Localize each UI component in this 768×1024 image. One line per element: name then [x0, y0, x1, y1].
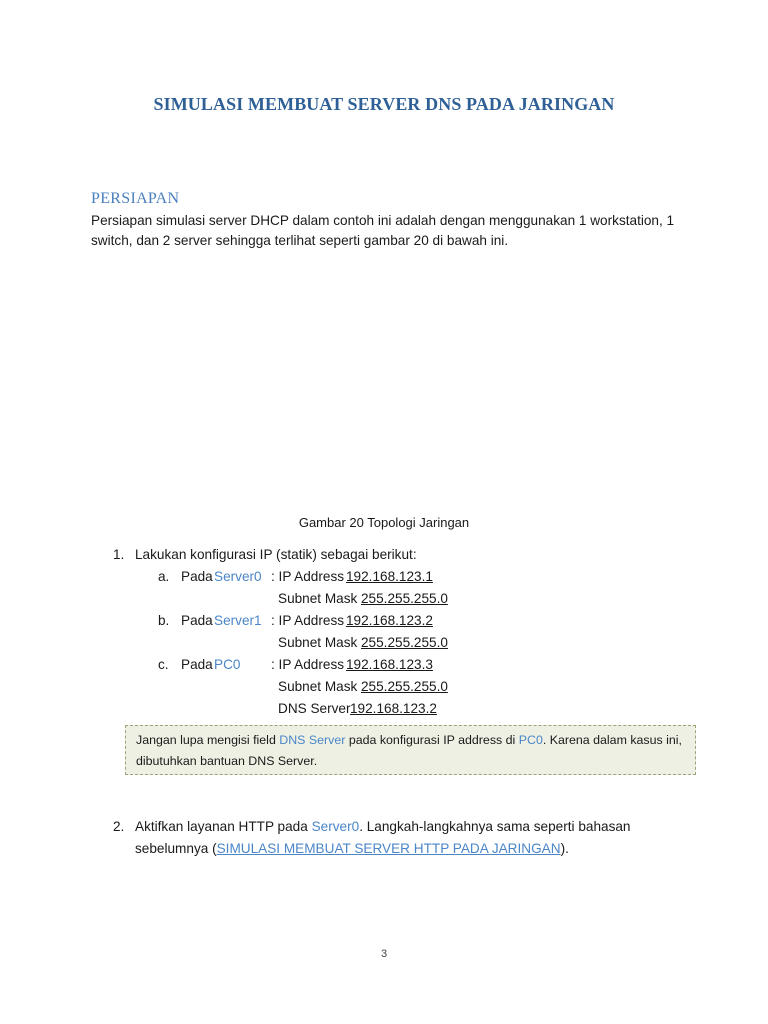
- row-value: 192.168.123.2: [346, 613, 433, 628]
- row-label: Subnet Mask: [278, 591, 358, 606]
- row-label: : IP Address: [271, 613, 345, 628]
- intro-paragraph: [91, 211, 691, 251]
- step-2-line-2: [135, 839, 569, 859]
- device-name: Server0: [311, 819, 360, 834]
- item-letter: a.: [158, 569, 170, 584]
- step-text: Lakukan konfigurasi IP (statik) sebagai berikut:: [135, 547, 417, 562]
- note-line-1: [136, 730, 685, 751]
- item-letter: b.: [158, 613, 170, 628]
- figure-caption: Gambar 20 Topologi Jaringan: [298, 515, 470, 530]
- step-text: . Langkah-langkahnya sama seperti bahasan: [359, 819, 631, 834]
- device-name: Server0: [214, 569, 262, 584]
- note-text: pada konfigurasi IP address di: [345, 733, 519, 747]
- note-line-2: dibutuhkan bantuan DNS Server.: [136, 754, 318, 768]
- row-label: DNS Server: [278, 701, 351, 716]
- device-name: Server1: [214, 613, 262, 628]
- note-field: DNS Server: [279, 733, 346, 747]
- row-value: 192.168.123.1: [346, 569, 433, 584]
- row-value: 255.255.255.0: [361, 679, 448, 694]
- note-text: Jangan lupa mengisi field: [136, 733, 280, 747]
- note-device: PC0: [518, 733, 543, 747]
- row-value: 192.168.123.2: [350, 701, 437, 716]
- intro-line-1: Persiapan simulasi server DHCP dalam contoh ini adalah dengan menggunakan 1 workstation, 1: [91, 213, 675, 228]
- row-label: : IP Address: [271, 569, 345, 584]
- step-number: 2.: [113, 819, 125, 834]
- step-text: sebelumnya (: [135, 841, 217, 856]
- intro-line-2: switch, dan 2 server sehingga terlihat seperti gambar 20 di bawah ini.: [91, 233, 509, 248]
- row-value: 255.255.255.0: [361, 591, 448, 606]
- page-number: 3: [380, 948, 388, 960]
- item-pada: Pada: [181, 657, 213, 672]
- step-text: ).: [560, 841, 569, 856]
- item-pada: Pada: [181, 569, 213, 584]
- step-2-line-1: [135, 817, 631, 837]
- row-label: : IP Address: [271, 657, 345, 672]
- item-letter: c.: [158, 657, 169, 672]
- step-text: Aktifkan layanan HTTP pada: [135, 819, 312, 834]
- document-title: SIMULASI MEMBUAT SERVER DNS PADA JARINGAN: [153, 94, 615, 114]
- step-number: 1.: [113, 547, 125, 562]
- device-name: PC0: [214, 657, 241, 672]
- http-simulation-link[interactable]: SIMULASI MEMBUAT SERVER HTTP PADA JARINGAN: [216, 841, 561, 856]
- note-box: [125, 725, 696, 775]
- note-text: . Karena dalam kasus ini,: [542, 733, 682, 747]
- row-value: 255.255.255.0: [361, 635, 448, 650]
- row-value: 192.168.123.3: [346, 657, 433, 672]
- section-heading: PERSIAPAN: [91, 190, 180, 207]
- row-label: Subnet Mask: [278, 635, 358, 650]
- figure-placeholder: [91, 262, 691, 502]
- item-pada: Pada: [181, 613, 213, 628]
- row-label: Subnet Mask: [278, 679, 358, 694]
